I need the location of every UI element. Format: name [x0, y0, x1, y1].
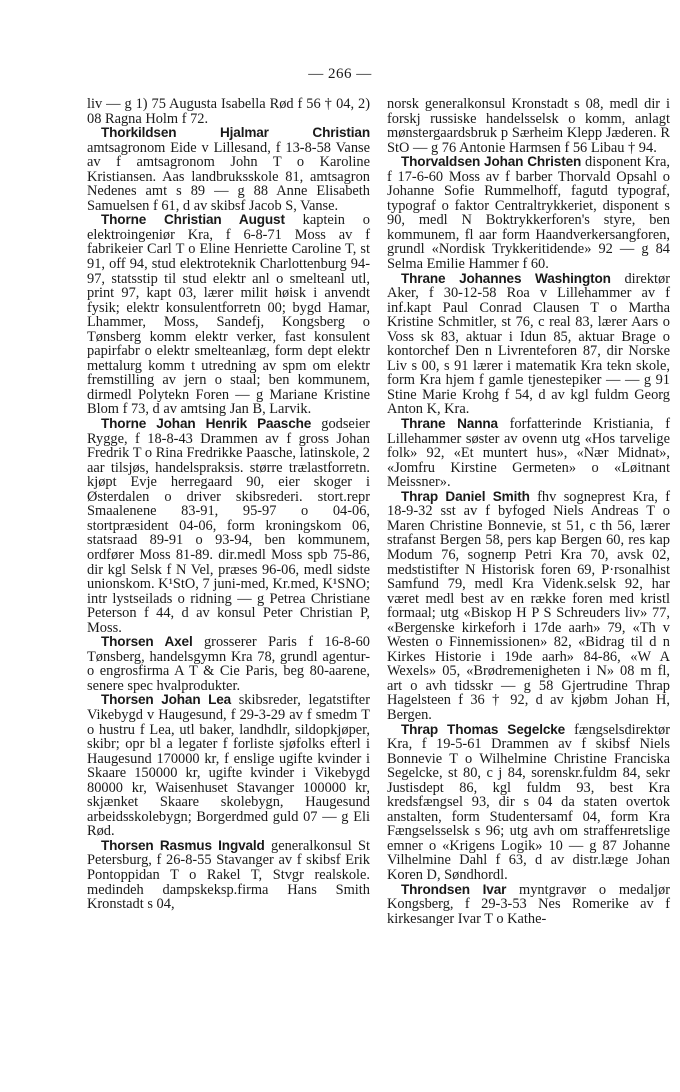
entry-text: myntgravør o medaljør Kongsberg, f 29-3-53 Nes Romerike av f kirkesanger Ivar T o Kathe-	[387, 881, 670, 927]
entry-text: direktør Aker, f 30-12-58 Roa v Lillehammer av f inf.kapt Paul Conrad Clausen T o Martha Kristine Schmitler, st 76, c real 83, lærer Aars o Voss sk 83, aktuar i Idun 85, aktuar Brage o kontorchef Den n Livrenteforen 87, dir Norske Liv s 00, s 91 lærer i matematik Kra tekn skole, form Kra hjem f gamle tjenestepiker — — g 91 Stine Marie Krohg f 54, d av kgl fuldm Georg Anton K, Kra.	[387, 270, 670, 418]
entry-text: grosserer Paris f 16-8-60 Tønsberg, handelsgymn Kra 78, grundl agentur- o engrosfirma A T & Cie Paris, beg 80-aarene, senere spec hvalprodukter.	[87, 634, 370, 694]
entry-thorkildsen-hjalmar-christian	[87, 126, 370, 213]
entry-thrap-daniel-smith	[387, 490, 670, 723]
entry-continuation: liv — g 1) 75 Augusta Isabella Rød f 56 † 04, 2) 08 Ragna Holm f 72.	[87, 96, 370, 127]
entry-thorsen-axel	[87, 635, 370, 693]
entry-text: kaptein o elektroingeniør Kra, f 6-8-71 Moss av f fabrikeier Carl T o Eline Henriette Caroline T, st 91, off 94, stud elektroteknik Charlottenburg 94-97, statsstip til stud elektr anl o smelteanl utl, print 97, kapt 03, lærer milit høisk i anvendt fysik; elektr konsulentforretn 00; bygd Hamar, Lhammer, Moss, Sandefj, Kongsberg o Tønsberg komm elektr verker, fast konsulent papirfabr o elektr smelteanlæg, form dept elektr mettalurg komm t utredning av spm om elektr fremstilling av jern o staal; ben kommunem, dirmedl Polytekn Foren — g Mariane Kristine Blom f 73, d av amtsing Jan B, Larvik.	[87, 212, 370, 418]
entry-thrane-johannes-washington	[387, 272, 670, 417]
entry-name: Thorsen Rasmus Ingvald	[101, 837, 265, 853]
entry-thorvaldsen-johan-christen	[387, 155, 670, 271]
page-number: — 266 —	[308, 66, 372, 82]
entry-thrap-thomas-segelcke	[387, 723, 670, 883]
entry-text: godseier Rygge, f 18-8-43 Drammen av f gross Johan Fredrik T o Rina Fredrikke Paasche, latinskole, 2 aar tilsjøs, handelspraksis. større trælastforretn. kjøpt Evje herregaard 90, eier skoger i Østerdalen o driver skibsrederi. stort.repr Smaalenene 83-91, 95-97 o 04-06, stortpræsident 04-06, form kroningskom 06, statsraad 89-91 o 93-94, ben kommunem, ordfører Moss 81-89. dir.medl Moss spb 75-86, dir kgl Selsk f N Vel, præses 96-06, medl sidste unionskom. K¹StO, 7 juni-med, Kr.med, K¹SNO; intr lystseilads o ridning — g Petrea Christiane Peterson f 44, d av konsul Peter Christian P, Moss.	[87, 416, 370, 636]
entry-name: Thorsen Johan Lea	[101, 692, 232, 708]
entry-text: forfatterinde Kristiania, f Lillehammer søster av ovenn utg «Hos tarvelige folk» 92, «Et muntert hus», «Nær Midnat», «Jomfru Kirstine Germeten» o «Løitnant Meissner».	[387, 416, 670, 491]
entry-thrane-nanna	[387, 417, 670, 490]
entry-name: Thorsen Axel	[101, 634, 193, 650]
entry-name: Throndsen Ivar	[401, 881, 507, 897]
entry-throndsen-ivar	[387, 883, 670, 927]
entry-text: fængselsdirektør Kra, f 19-5-61 Drammen av f skibsf Niels Bonnevie T o Wilhelmine Christine Franciska Segelcke, st 80, c j 84, sorenskr.fuldm 84, sekr Justisdept 86, kgl fuldm 93, best Kra kredsfængsel 93, dir s 04 da staten overtok anstalten, form Studentersamf 04, form Kra Fængselsselsk s 96; utg avh om straffeнretslige emner o «Krigens Logik» 10 — g 87 Johanne Vilhelmine Dahl f 63, d av distr.læge Johan Koren D, Søndhordl.	[387, 721, 670, 883]
left-column	[87, 97, 370, 912]
entry-name: Thorvaldsen Johan Christen	[401, 154, 582, 170]
entry-name: Thrap Thomas Segelcke	[401, 721, 566, 737]
entry-thorsen-rasmus-ingvald	[87, 839, 370, 912]
entry-text: amtsagronom Eide v Lillesand, f 13-8-58 Vanse av f amtsagronom John T o Karoline Kristiansen. Aas landbruksskole 81, amtsagron Nedenes amt s 89 — g 88 Anne Elisabeth Samuelsen f 61, d av skibsf Jacob S, Vanse.	[87, 139, 370, 214]
entry-name: Thrane Nanna	[401, 416, 498, 432]
entry-text: skibsreder, legatstifter Vikebygd v Haugesund, f 29-3-29 av f smedm T o hustru f Lea, utl baker, landhdlr, sildopkjøper, skibr; opr bl a legater f forliste sjøfolks efterl i Haugesund 170000 kr, f enslige ugifte kvinder i Skaare 150000 kr, ugifte kvinder i Vikebygd 80000 kr, Waisenhuset Stavanger 100000 kr, skjænket Skaare skolebygn, Haugesund arbeidsskolebygn; Borgerdmed guld 07 — g Eli Rød.	[87, 692, 370, 840]
entry-thorne-christian-august	[87, 213, 370, 417]
entry-text: fhv sogneprest Kra, f 18-9-32 sst av f byfoged Niels Andreas T o Maren Christine Bonnevie, st 51, c th 56, lærer strafanst Bergen 58, pers kap Bergen 60, res kap Modum 76, sogneпр Petri Kra 70, avsk 02, medstistifter N Historisk foren 69, P·rsonalhist Samfund 79, medl Kra Videnk.selsk 92, har været medl best av en række foren med kristl formaal; utg «Biskop H P S Schreuders liv» 77, «Bergenske kirkeforh i 17de aarh» 79, «Th v Westen o Finnemissionen» 82, «Bidrag til d n Kirkes Historie i 19de aarh» 84-86, «W A Wexels» 05, «Brødremenigheten i N» 08 m fl, art o avh tidsskr — g 58 Gjertrudine Thrap Hagelsteen f 36 † 92, d av kjøbm Johan H, Bergen.	[387, 488, 670, 723]
entry-continuation: norsk generalkonsul Kronstadt s 08, medl dir i forskj russiske handelsselsk o komm, anlagt mønstergaardsbruk p Særheim Klepp Jæderen. R StO — g 76 Antonie Harmsen f 56 Libau † 94.	[387, 96, 670, 156]
entry-text: disponent Kra, f 17-6-60 Moss av f barber Thorvald Opsahl o Johanne Sofie Rummelhoff, fagutd typograf, typograf o faktor Centraltrykkeriet, disponent s 90, medl N Boktrykkerforen's styre, ben kommunem, fl aar form Haandverkersangforen, grundl «Nordisk Trykkeritidende» 92 — g 84 Selma Emilie Hammer f 60.	[387, 154, 671, 273]
entry-text: generalkonsul St Petersburg, f 26-8-55 Stavanger av f skibsf Erik Pontoppidan T o Rakel T, Stvgr realskole. medindeh dampskeksp.firma Hans Smith Kronstadt s 04,	[87, 837, 370, 913]
entry-name: Thrane Johannes Washington	[401, 270, 611, 286]
right-column	[387, 97, 670, 926]
entry-name: Thorne Christian August	[101, 212, 285, 228]
entry-name: Thrap Daniel Smith	[401, 488, 530, 504]
entry-name: Thorkildsen Hjalmar Christian	[101, 125, 370, 141]
entry-thorne-johan-henrik-paasche	[87, 417, 370, 635]
entry-thorsen-johan-lea	[87, 693, 370, 838]
entry-name: Thorne Johan Henrik Paasche	[101, 416, 312, 432]
